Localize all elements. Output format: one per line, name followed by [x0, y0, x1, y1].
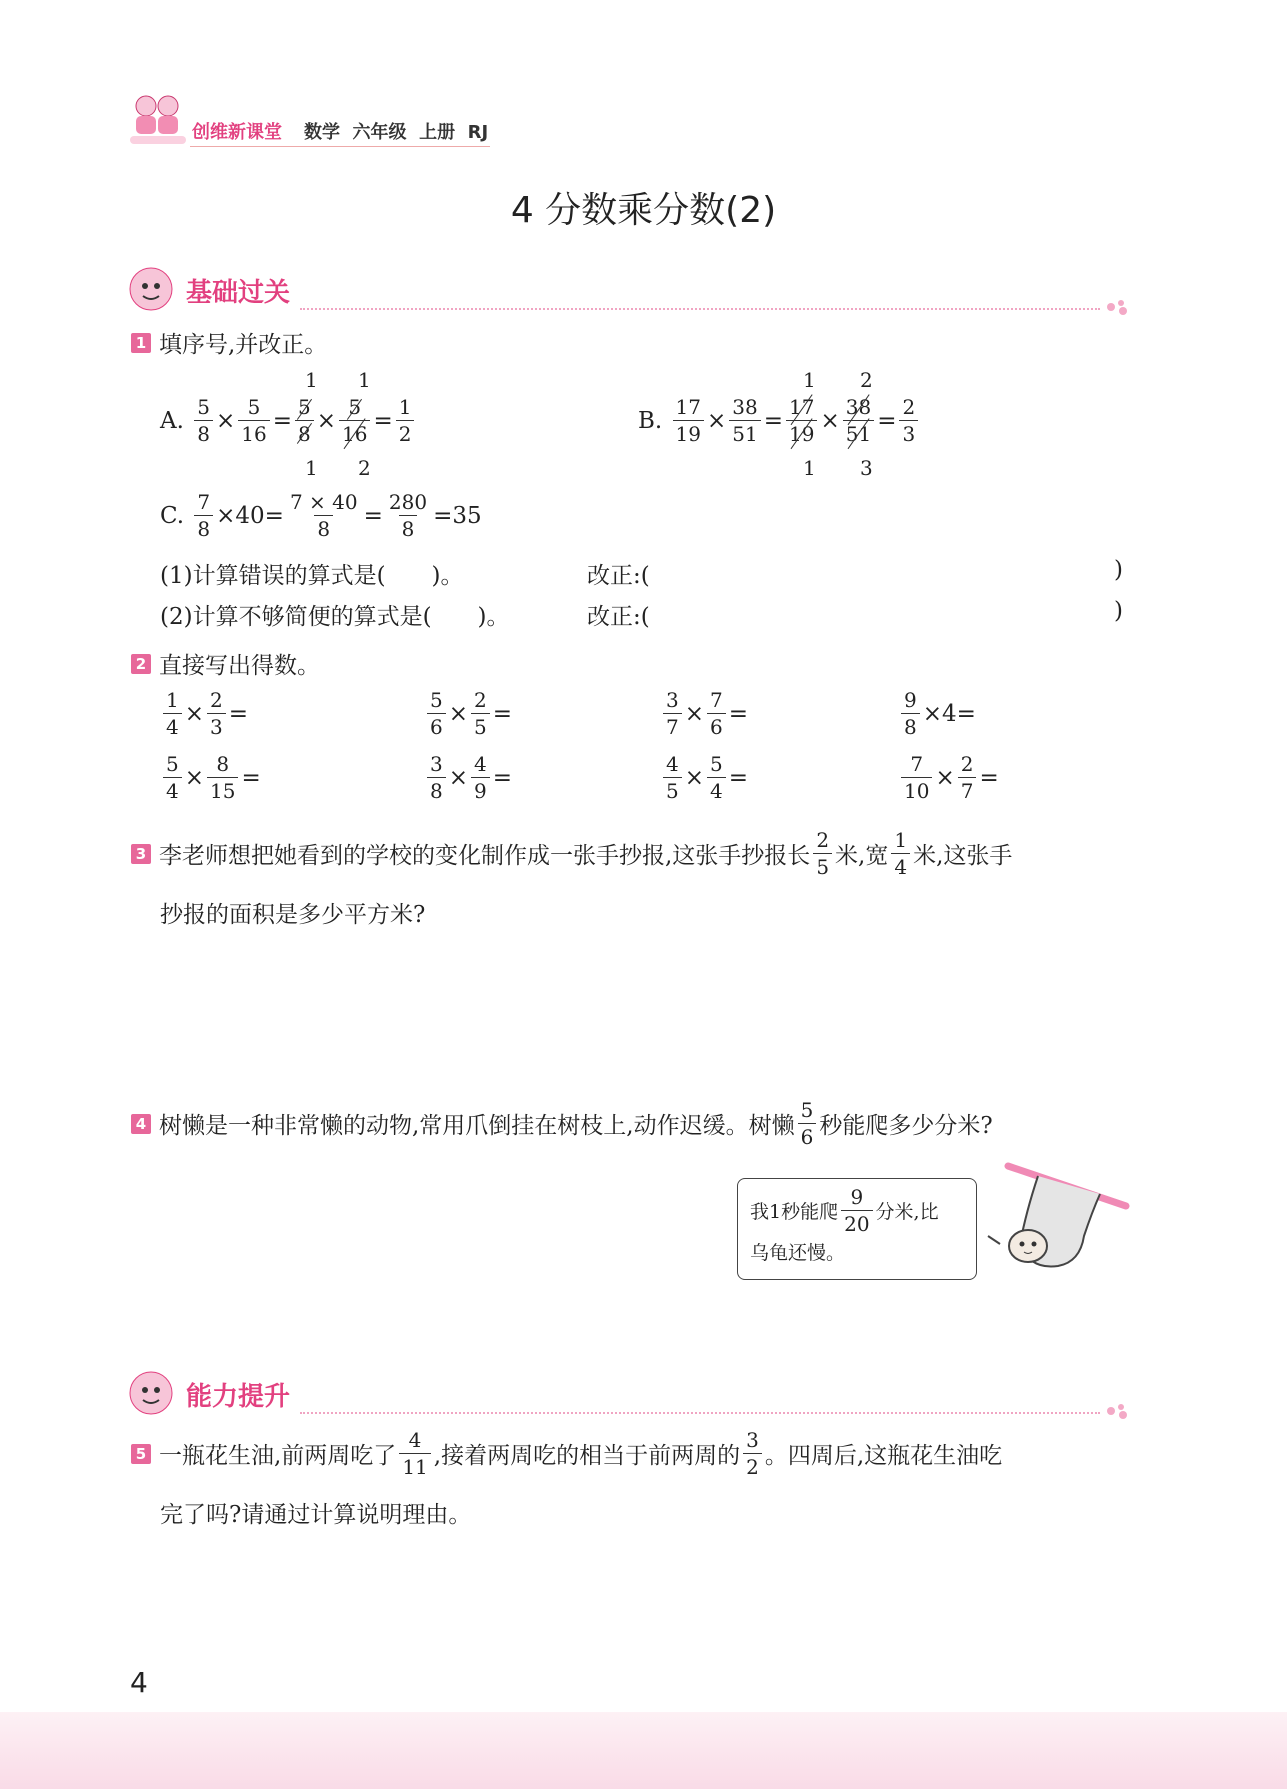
fraction [841, 1187, 872, 1234]
numerator: 5 [166, 752, 179, 776]
fraction [386, 492, 430, 539]
q1-badge: 1 [131, 333, 151, 353]
numerator: 280 [388, 490, 428, 514]
q1-option-c: C. $\frac{7}{8}$ ×40= $\frac{7 \times 40}{8}$ = $\frac{280}{8}$ =35 [160, 490, 482, 541]
denominator: 8 [399, 515, 418, 539]
fraction [798, 1100, 817, 1147]
numerator: 3 [666, 688, 679, 712]
denominator: 5 [813, 853, 832, 877]
page-title: 4 分数乘分数(2) [510, 190, 777, 231]
q2-item[interactable]: $\frac{7}{10}$ × $\frac{2}{7}$ = [898, 754, 999, 801]
numerator: 5 [710, 752, 723, 776]
fraction [673, 397, 704, 444]
q1-text: 填序号,并改正。 [159, 332, 328, 358]
numerator: 1 [398, 395, 412, 419]
q2-prompt [131, 647, 320, 680]
denominator: 8 [314, 515, 333, 539]
numerator: 17 [675, 395, 701, 419]
fraction [901, 690, 920, 737]
denominator: 5 [663, 777, 682, 801]
q5-line2: 完了吗?请通过计算说明理由。 [160, 1502, 472, 1528]
q1-a-label: A. [160, 407, 184, 434]
header-book-info [304, 118, 488, 144]
q1-sub2-answer-blank[interactable]: ) [1114, 598, 1123, 624]
q1-c-label: C. [160, 502, 185, 529]
numerator: 4 [408, 1428, 422, 1452]
fraction [399, 1430, 430, 1477]
denominator: 16 [339, 420, 370, 444]
reduce-mark: 1 [305, 368, 318, 392]
numerator: 5 [800, 1098, 814, 1122]
denominator: 19 [786, 420, 817, 444]
fraction [471, 690, 490, 737]
section-icon [128, 266, 174, 318]
q3-text3: 米,这张手 [913, 843, 1013, 869]
reduce-mark: 3 [860, 456, 873, 480]
numerator: 7 × 40 [289, 490, 358, 514]
q2-item[interactable]: $\frac{5}{4}$ × $\frac{8}{15}$ = [160, 754, 261, 801]
q1-option-a: A. $\frac{5}{8}$ × $\frac{5}{16}$ = $\frac{5}{8}$ × $\frac{5}{16}$ = $\frac{1}{2}$ [160, 397, 417, 444]
speech-bubble [737, 1178, 977, 1280]
fraction [743, 1430, 762, 1477]
section-divider [300, 308, 1100, 310]
header-logo [126, 88, 190, 150]
bubble-text2: 分米,比 [875, 1201, 939, 1223]
q5-text2: ,接着两周吃的相当于前两周的 [433, 1443, 741, 1469]
denominator: 10 [901, 777, 932, 801]
fraction [194, 492, 213, 539]
numerator: 2 [210, 688, 223, 712]
denominator: 15 [207, 777, 238, 801]
q2-item[interactable]: $\frac{1}{4}$ × $\frac{2}{3}$ = [160, 690, 248, 737]
bubble-text1: 我1秒能爬 [750, 1201, 839, 1223]
denominator: 8 [194, 420, 213, 444]
q1-sub1-fix: 改正:( [587, 563, 650, 589]
numerator: 9 [904, 688, 917, 712]
q1-option-b: B. $\frac{17}{19}$ × $\frac{38}{51}$ = $\frac{17}{19}$ × $\frac{38}{51}$ = $\frac{2}{3}$ [638, 397, 921, 444]
q5-badge: 5 [131, 1444, 151, 1464]
q2-item[interactable]: $\frac{3}{8}$ × $\frac{4}{9}$ = [424, 754, 512, 801]
fraction [163, 690, 182, 737]
q3-text1: 李老师想把她看到的学校的变化制作成一张手抄报,这张手抄报长 [159, 843, 811, 869]
reduce-mark: 2 [358, 456, 371, 480]
header-volume: 上册 [419, 122, 456, 143]
denominator: 4 [163, 777, 182, 801]
q2-item[interactable]: $\frac{3}{7}$ × $\frac{7}{6}$ = [660, 690, 748, 737]
header-subject: 数学 [304, 122, 340, 143]
fraction [207, 690, 226, 737]
q2-item[interactable]: $\frac{4}{5}$ × $\frac{5}{4}$ = [660, 754, 748, 801]
fraction [238, 397, 269, 444]
fraction-crossed [786, 397, 817, 444]
fraction [891, 830, 910, 877]
header-edition: RJ [467, 122, 489, 143]
numerator: 7 [710, 688, 723, 712]
numerator: 3 [746, 1428, 759, 1452]
q4-badge: 4 [131, 1114, 151, 1134]
denominator: 51 [729, 420, 760, 444]
q4-answer-area[interactable] [160, 1150, 720, 1310]
header-brand: 创维新课堂 [192, 122, 282, 143]
numerator: 2 [902, 395, 916, 419]
denominator: 2 [396, 420, 415, 444]
denominator: 6 [707, 713, 726, 737]
denominator: 8 [901, 713, 920, 737]
q3-answer-area[interactable] [160, 940, 1120, 1080]
fraction [901, 754, 932, 801]
denominator: 4 [891, 853, 910, 877]
numerator: 2 [816, 828, 830, 852]
fraction [707, 754, 726, 801]
fraction [194, 397, 213, 444]
bubble-line2: 乌龟还慢。 [750, 1242, 846, 1264]
q5-line1 [131, 1430, 1002, 1477]
section-basic-title: 基础过关 [186, 278, 291, 308]
numerator: 9 [850, 1185, 864, 1209]
fraction [471, 754, 490, 801]
times-four: ×4= [922, 700, 976, 727]
footer-band [0, 1712, 1287, 1789]
numerator: 38 [843, 397, 874, 420]
numerator: 5 [295, 397, 314, 420]
fraction [813, 830, 832, 877]
fraction [958, 754, 977, 801]
numerator: 1 [166, 688, 179, 712]
numerator: 17 [786, 397, 817, 420]
header-rule [190, 146, 490, 147]
page-number: 4 [130, 1666, 148, 1699]
fraction-crossed [843, 397, 874, 444]
fraction [163, 754, 182, 801]
fraction [207, 754, 238, 801]
numerator: 2 [960, 752, 974, 776]
q2-badge: 2 [131, 654, 151, 674]
reduce-mark: 1 [803, 456, 816, 480]
denominator: 8 [427, 777, 446, 801]
q1-sub1-answer-blank[interactable]: ) [1114, 557, 1123, 583]
denominator: 6 [427, 713, 446, 737]
q2-item[interactable] [898, 690, 976, 737]
numerator: 4 [474, 752, 487, 776]
denominator: 19 [673, 420, 704, 444]
q3-badge: 3 [131, 844, 151, 864]
reduce-mark: 1 [305, 456, 318, 480]
q1-sub2-fix: 改正:( [587, 604, 650, 630]
q3-line1 [131, 830, 1012, 877]
numerator: 3 [430, 752, 443, 776]
bubble-line1 [750, 1187, 964, 1234]
fraction [287, 492, 361, 539]
reduce-mark: 1 [358, 368, 371, 392]
reduce-mark: 1 [803, 368, 816, 392]
q3-line2: 抄报的面积是多少平方米? [160, 902, 426, 928]
section-advanced-title: 能力提升 [186, 1382, 291, 1412]
sloth-icon [980, 1152, 1130, 1288]
denominator: 11 [399, 1453, 430, 1477]
q5-text3: 。四周后,这瓶花生油吃 [764, 1443, 1003, 1469]
decor-dots [1105, 1399, 1131, 1425]
q3-text2: 米,宽 [835, 843, 889, 869]
q4-text1: 树懒是一种非常懒的动物,常用爪倒挂在树枝上,动作迟缓。树懒 [159, 1113, 795, 1139]
times-forty: ×40= [216, 502, 284, 529]
numerator: 38 [732, 395, 758, 419]
numerator: 2 [474, 688, 487, 712]
denominator: 51 [843, 420, 874, 444]
q5-answer-area[interactable] [160, 1540, 1120, 1660]
denominator: 7 [663, 713, 682, 737]
denominator: 8 [295, 420, 314, 444]
denominator: 7 [958, 777, 977, 801]
numerator: 7 [910, 752, 924, 776]
fraction [707, 690, 726, 737]
fraction [729, 397, 760, 444]
fraction [663, 690, 682, 737]
section-icon [128, 1370, 174, 1422]
numerator: 5 [247, 395, 261, 419]
q2-text: 直接写出得数。 [159, 653, 320, 679]
numerator: 5 [430, 688, 443, 712]
q1-sub2: (2)计算不够简便的算式是( )。 [160, 604, 510, 630]
fraction-crossed [339, 397, 370, 444]
numerator: 5 [197, 395, 210, 419]
numerator: 4 [666, 752, 679, 776]
result: =35 [433, 502, 482, 529]
reduce-mark: 2 [860, 368, 873, 392]
denominator: 5 [471, 713, 490, 737]
denominator: 3 [899, 420, 918, 444]
fraction [663, 754, 682, 801]
q2-item[interactable]: $\frac{5}{6}$ × $\frac{2}{5}$ = [424, 690, 512, 737]
q4-text2: 秒能爬多少分米? [819, 1113, 993, 1139]
header-grade: 六年级 [352, 122, 407, 143]
denominator: 9 [471, 777, 490, 801]
q1-sub1: (1)计算错误的算式是( )。 [160, 563, 464, 589]
numerator: 8 [216, 752, 230, 776]
denominator: 16 [238, 420, 269, 444]
fraction [899, 397, 918, 444]
q4-line1 [131, 1100, 993, 1147]
q1-b-label: B. [638, 407, 663, 434]
denominator: 6 [798, 1123, 817, 1147]
denominator: 4 [163, 713, 182, 737]
fraction [396, 397, 415, 444]
denominator: 3 [207, 713, 226, 737]
fraction-crossed [295, 397, 314, 444]
section-divider [300, 1412, 1100, 1414]
q5-text1: 一瓶花生油,前两周吃了 [159, 1443, 397, 1469]
denominator: 20 [841, 1210, 872, 1234]
fraction [427, 690, 446, 737]
denominator: 4 [707, 777, 726, 801]
denominator: 2 [743, 1453, 762, 1477]
denominator: 8 [194, 515, 213, 539]
decor-dots [1105, 295, 1131, 321]
numerator: 1 [894, 828, 908, 852]
numerator: 7 [197, 490, 211, 514]
fraction [427, 754, 446, 801]
q1-prompt [131, 326, 327, 359]
numerator: 5 [345, 397, 364, 420]
